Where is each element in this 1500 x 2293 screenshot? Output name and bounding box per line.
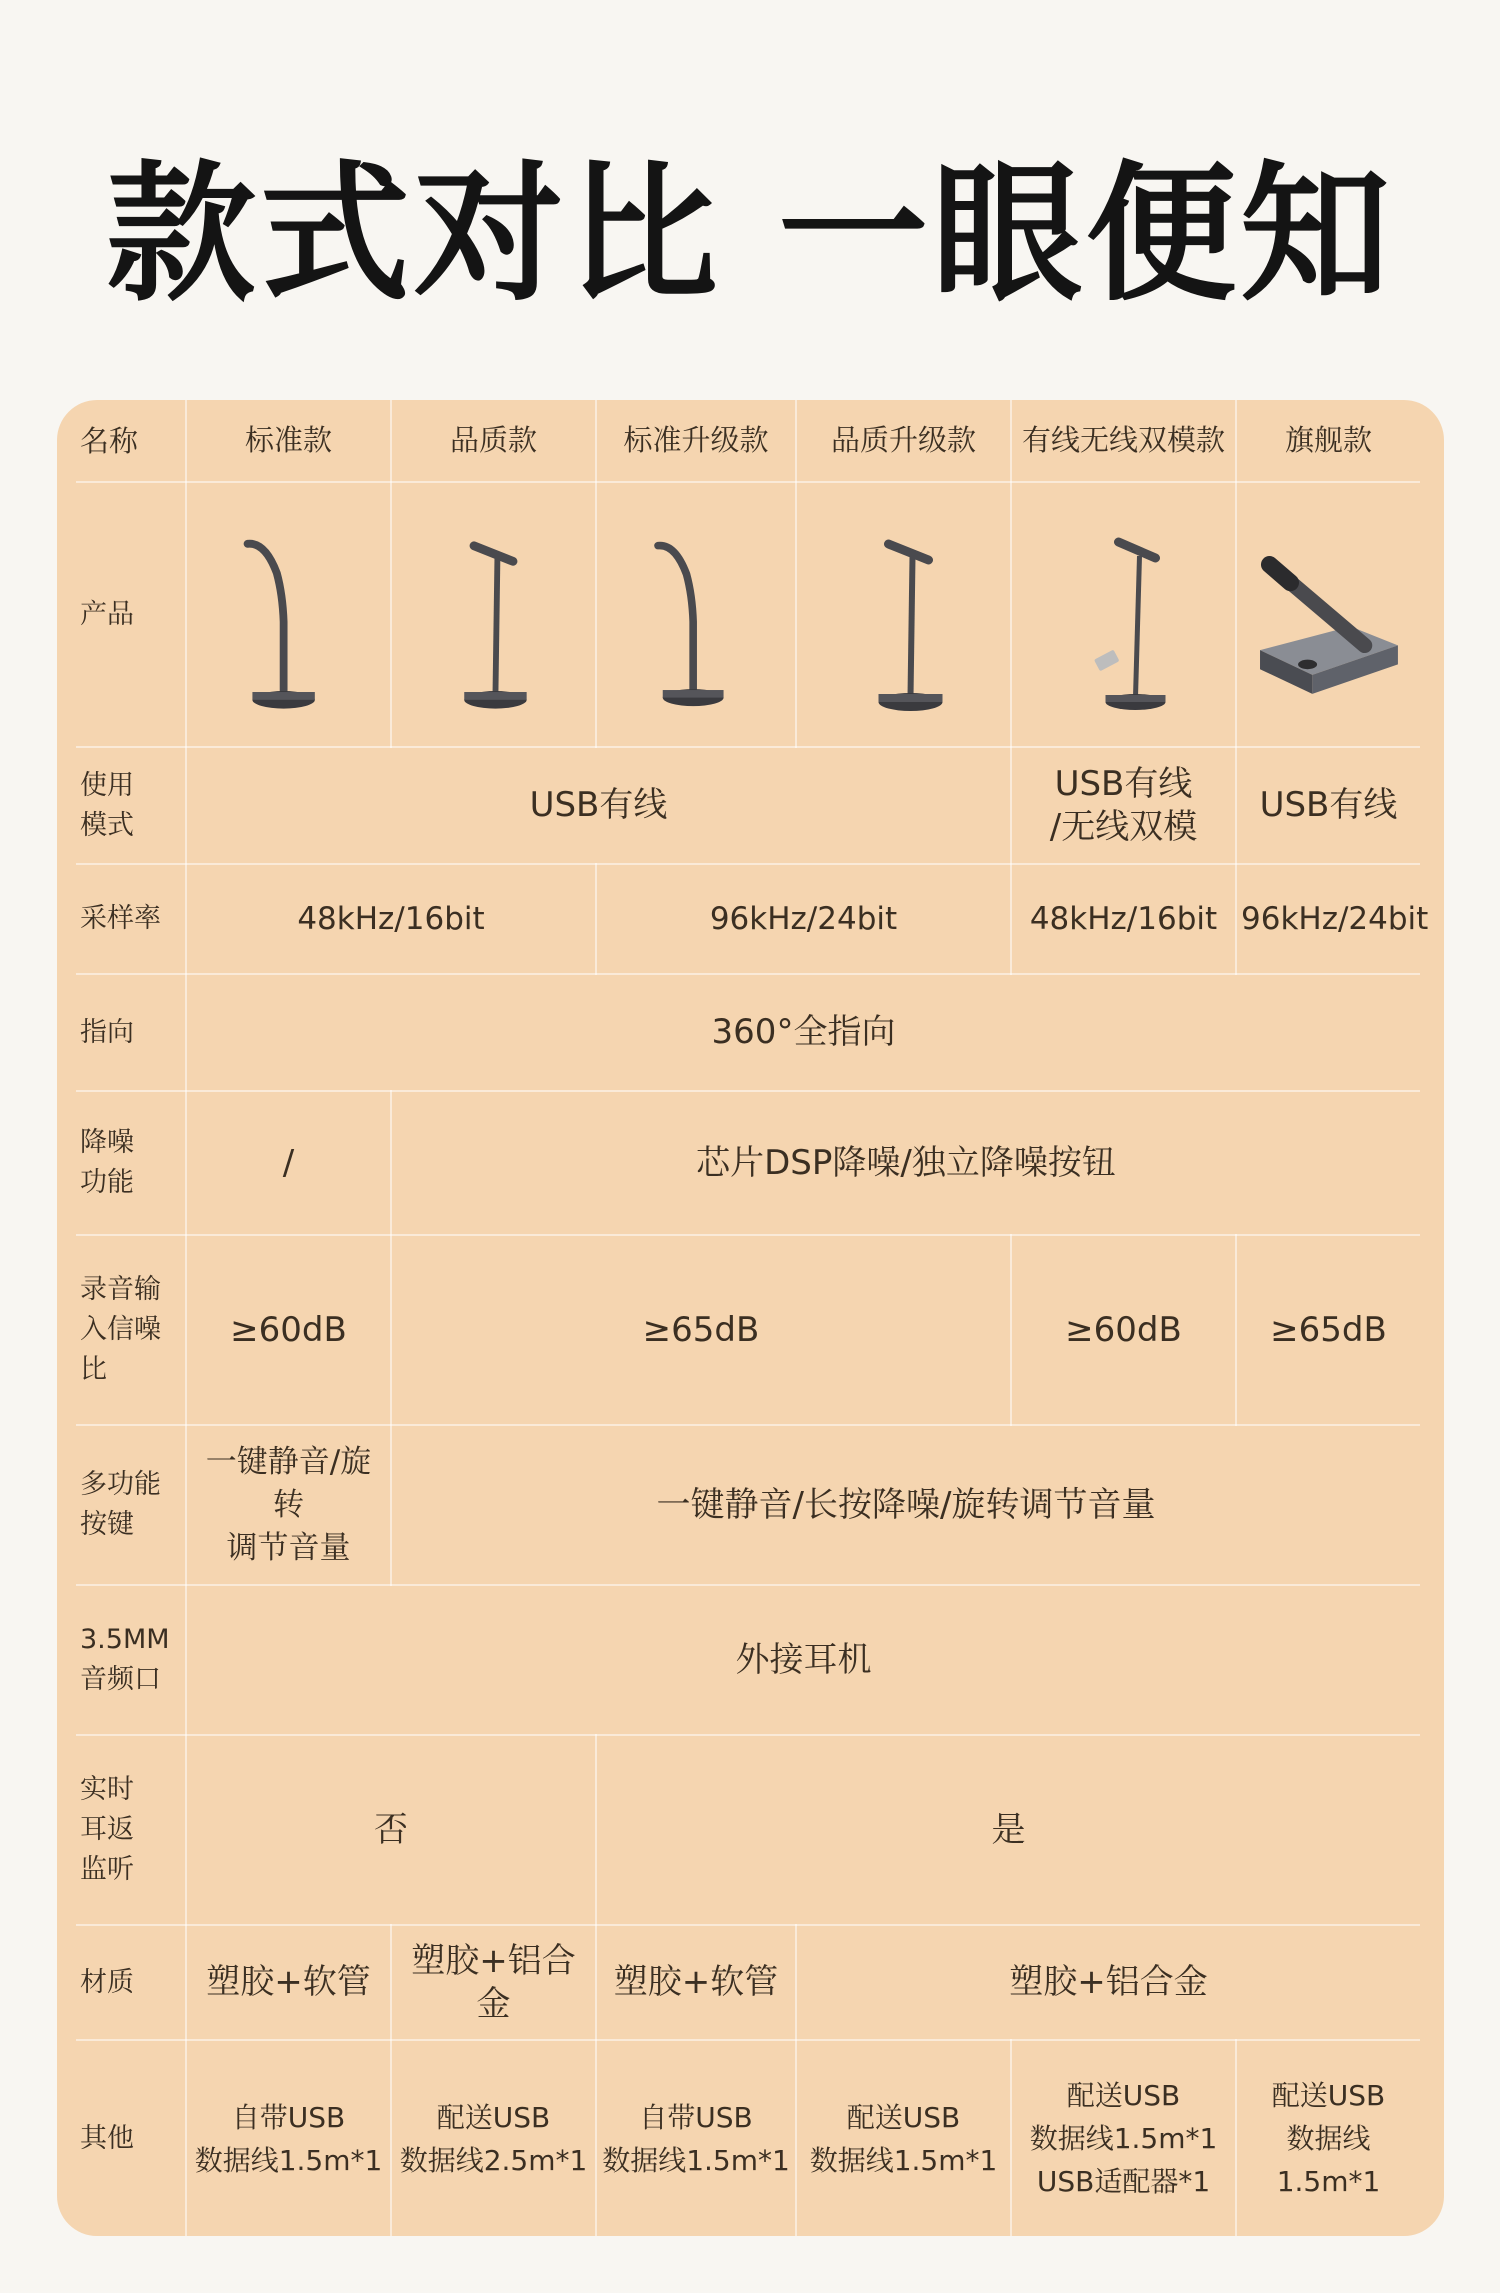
material-a: 塑胶+软管 (186, 1925, 391, 2040)
label-name: 名称 (76, 400, 186, 482)
row-snr (76, 1235, 1420, 1425)
jack-value: 外接耳机 (186, 1585, 1420, 1735)
label-jack: 3.5MM 音频口 (76, 1585, 186, 1735)
other-standard-upgrade: 自带USB 数据线1.5m*1 (596, 2040, 796, 2236)
row-jack (76, 1585, 1420, 1735)
product-cell (1011, 482, 1236, 747)
other-quality: 配送USB 数据线2.5m*1 (391, 2040, 596, 2236)
label-snr: 录音输 入信噪 比 (76, 1235, 186, 1425)
other-flagship: 配送USB 数据线1.5m*1 (1271, 2079, 1386, 2198)
product-cell (391, 482, 596, 747)
material-d: 塑胶+铝合金 (796, 1925, 1420, 2040)
buttons-b: 一键静音/长按降噪/旋转调节音量 (391, 1425, 1420, 1585)
label-sample-rate: 采样率 (76, 864, 186, 974)
row-material (76, 1925, 1420, 2040)
model-standard: 标准款 (186, 400, 391, 482)
sample-rate-d: 96kHz/24bit (1236, 864, 1420, 974)
comparison-panel (57, 400, 1444, 2236)
gooseneck-mic-icon (191, 502, 386, 727)
product-cell (186, 482, 391, 747)
label-material: 材质 (76, 1925, 186, 2040)
page-title: 款式对比 一眼便知 (105, 148, 1395, 322)
model-quality: 品质款 (391, 400, 596, 482)
product-cell (796, 482, 1011, 747)
monitor-yes: 是 (596, 1735, 1420, 1925)
buttons-a: 一键静音/旋转 调节音量 (186, 1425, 391, 1585)
flagship-mic-icon (1241, 502, 1416, 727)
snr-b: ≥65dB (391, 1235, 1011, 1425)
row-noise (76, 1091, 1420, 1235)
mode-wired: USB有线 (186, 747, 1011, 864)
model-dual-mode: 有线无线双模款 (1011, 400, 1236, 482)
mode-wired-flagship: USB有线 (1236, 747, 1420, 864)
row-mode (76, 747, 1420, 864)
label-noise: 降噪 功能 (76, 1091, 186, 1235)
label-mode: 使用 模式 (76, 747, 186, 864)
noise-none: / (186, 1091, 391, 1235)
snr-c: ≥60dB (1011, 1235, 1236, 1425)
model-quality-upgrade: 品质升级款 (796, 400, 1011, 482)
comparison-table (76, 400, 1429, 2236)
label-direction: 指向 (76, 974, 186, 1091)
row-name (76, 400, 1420, 482)
snr-d: ≥65dB (1236, 1235, 1420, 1425)
sample-rate-b: 96kHz/24bit (596, 864, 1011, 974)
label-product: 产品 (76, 482, 186, 747)
straight-mic-icon (801, 502, 1006, 727)
label-buttons: 多功能 按键 (76, 1425, 186, 1585)
product-cell (596, 482, 796, 747)
snr-a: ≥60dB (186, 1235, 391, 1425)
gooseneck-mic-icon (601, 502, 791, 727)
monitor-no: 否 (186, 1735, 596, 1925)
straight-mic-icon (396, 502, 591, 727)
row-sample-rate (76, 864, 1420, 974)
row-direction (76, 974, 1420, 1091)
other-dual-mode: 配送USB 数据线1.5m*1 USB适配器*1 (1011, 2040, 1236, 2236)
direction-value: 360°全指向 (186, 974, 1420, 1091)
sample-rate-a: 48kHz/16bit (186, 864, 596, 974)
row-monitor (76, 1735, 1420, 1925)
model-standard-upgrade: 标准升级款 (596, 400, 796, 482)
sample-rate-c: 48kHz/16bit (1011, 864, 1236, 974)
other-quality-upgrade: 配送USB 数据线1.5m*1 (796, 2040, 1011, 2236)
row-buttons (76, 1425, 1420, 1585)
material-c: 塑胶+软管 (596, 1925, 796, 2040)
material-b: 塑胶+铝合金 (391, 1925, 596, 2040)
label-monitor: 实时 耳返 监听 (76, 1735, 186, 1925)
label-other: 其他 (76, 2040, 186, 2236)
wireless-mic-icon (1016, 502, 1231, 727)
row-product (76, 482, 1420, 747)
product-cell (1236, 482, 1420, 747)
noise-dsp: 芯片DSP降噪/独立降噪按钮 (391, 1091, 1420, 1235)
mode-dual: USB有线 /无线双模 (1011, 747, 1236, 864)
other-standard: 自带USB 数据线1.5m*1 (186, 2040, 391, 2236)
model-flagship: 旗舰款 (1236, 400, 1420, 482)
row-other (76, 2040, 1420, 2236)
